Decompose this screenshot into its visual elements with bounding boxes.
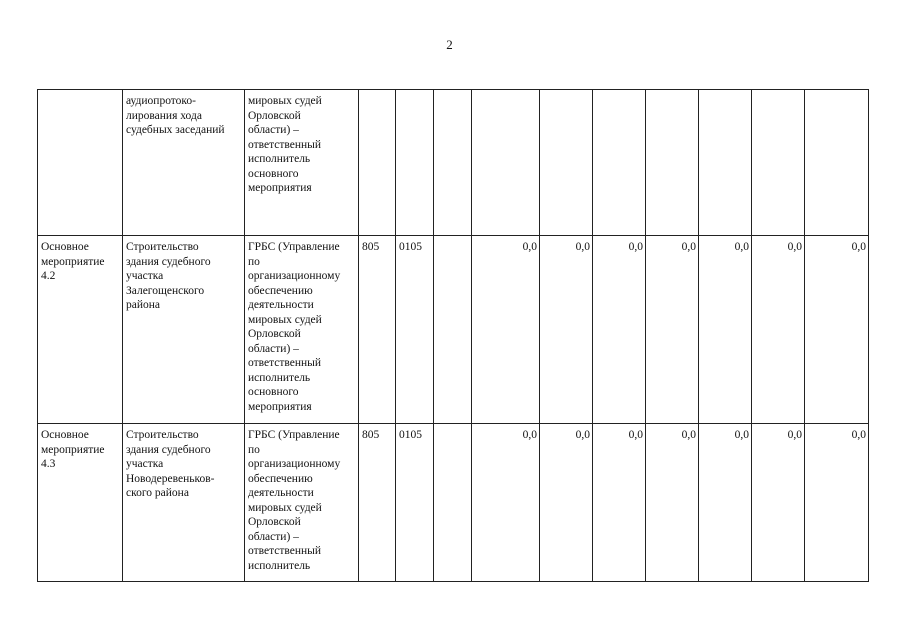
grbs-code-cell: 805 bbox=[359, 236, 396, 424]
event-name-cell: Строительство здания судебного участка Новодеревеньков- ского района bbox=[123, 424, 245, 582]
value-cell: 0,0 bbox=[593, 236, 646, 424]
responsible-cell: мировых судей Орловской области) – ответственный исполнитель основного мероприятия bbox=[245, 90, 359, 236]
value-cell bbox=[805, 90, 869, 236]
table-row bbox=[38, 424, 869, 582]
value-cell: 0,0 bbox=[540, 424, 593, 582]
csr-code-cell bbox=[434, 424, 472, 582]
value-cell bbox=[472, 90, 540, 236]
responsible-cell: ГРБС (Управление по организационному обеспечению деятельности мировых судей Орловской области) – ответственный исполнитель основного мероприятия bbox=[245, 236, 359, 424]
event-name-cell: Строительство здания судебного участка Залегощенского района bbox=[123, 236, 245, 424]
csr-code-cell bbox=[434, 236, 472, 424]
table-row bbox=[38, 236, 869, 424]
event-cell: Основное мероприятие 4.2 bbox=[38, 236, 123, 424]
value-cell: 0,0 bbox=[593, 424, 646, 582]
grbs-code-cell: 805 bbox=[359, 424, 396, 582]
event-cell bbox=[38, 90, 123, 236]
value-cell bbox=[540, 90, 593, 236]
value-cell bbox=[752, 90, 805, 236]
value-cell: 0,0 bbox=[646, 236, 699, 424]
value-cell: 0,0 bbox=[699, 236, 752, 424]
value-cell: 0,0 bbox=[805, 424, 869, 582]
rzpr-code-cell: 0105 bbox=[396, 236, 434, 424]
grbs-code-cell bbox=[359, 90, 396, 236]
page-number: 2 bbox=[446, 37, 453, 52]
value-cell: 0,0 bbox=[699, 424, 752, 582]
rzpr-code-cell: 0105 bbox=[396, 424, 434, 582]
budget-table bbox=[37, 89, 869, 582]
value-cell bbox=[646, 90, 699, 236]
value-cell: 0,0 bbox=[805, 236, 869, 424]
rzpr-code-cell bbox=[396, 90, 434, 236]
csr-code-cell bbox=[434, 90, 472, 236]
value-cell: 0,0 bbox=[752, 236, 805, 424]
value-cell: 0,0 bbox=[540, 236, 593, 424]
event-cell: Основное мероприятие 4.3 bbox=[38, 424, 123, 582]
responsible-cell: ГРБС (Управление по организационному обеспечению деятельности мировых судей Орловской области) – ответственный исполнитель bbox=[245, 424, 359, 582]
value-cell: 0,0 bbox=[752, 424, 805, 582]
table-row bbox=[38, 90, 869, 236]
event-name-cell: аудиопротоко- лирования хода судебных заседаний bbox=[123, 90, 245, 236]
value-cell: 0,0 bbox=[472, 424, 540, 582]
value-cell bbox=[593, 90, 646, 236]
value-cell bbox=[699, 90, 752, 236]
value-cell: 0,0 bbox=[646, 424, 699, 582]
value-cell: 0,0 bbox=[472, 236, 540, 424]
